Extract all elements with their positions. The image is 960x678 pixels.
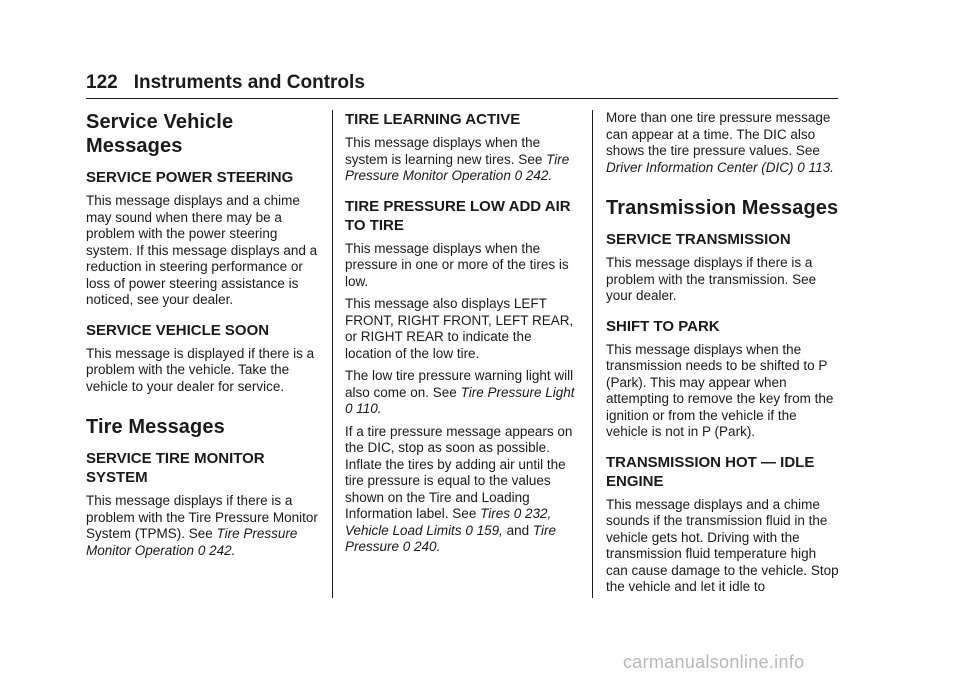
heading-service-power-steering: SERVICE POWER STEERING xyxy=(86,169,294,186)
heading-transmission-hot: TRANSMISSION HOT — IDLE ENGINE xyxy=(606,453,815,490)
section-title: Instruments and Controls xyxy=(133,72,365,93)
text-more-than-one: More than one tire pressure message can appear at a time. The DIC also shows the tire pressure values. See Driver Information Center (DIC) 0 113. xyxy=(606,110,834,175)
text-shift-to-park: This message displays when the transmission needs to be shifted to P (Park). This may appear when attempting to remove the key from the ignition or from the vehicle if the vehicle is not in P (Park). xyxy=(606,341,834,439)
column-divider-1 xyxy=(332,110,333,598)
heading-transmission-messages: Transmission Messages xyxy=(606,197,839,219)
heading-shift-to-park: SHIFT TO PARK xyxy=(606,317,720,335)
link-driver-information-center[interactable]: Driver Information Center (DIC) xyxy=(606,159,794,175)
text-transmission-hot: This message displays and a chime sounds if the transmission fluid in the vehicle gets hot. Driving with the transmission fluid temperature high can cause damage to the vehicle. Stop the vehicle and let it idle to xyxy=(606,496,839,594)
link-tire-pressure-monitor-operation[interactable]: Tire Pressure Monitor Operation xyxy=(86,526,298,558)
column-3 xyxy=(606,110,840,602)
heading-tire-pressure-low: TIRE PRESSURE LOW ADD AIR TO TIRE xyxy=(345,197,571,234)
column-1 xyxy=(86,110,321,565)
link-tire-pressure-light[interactable]: Tire Pressure Light xyxy=(460,384,575,400)
link-tire-pressure-monitor-operation[interactable]: Tire Pressure Monitor Operation xyxy=(345,151,570,183)
heading-service-vehicle-messages: Service Vehicle Messages xyxy=(86,111,234,157)
link-vehicle-load-limits[interactable]: Vehicle Load Limits xyxy=(345,522,462,538)
text-tire-monitor: This message displays if there is a problem with the Tire Pressure Monitor System (TPMS). See Tire Pressure Monitor Operation 0 242. xyxy=(86,493,318,558)
heading-service-tire-monitor: SERVICE TIRE MONITOR SYSTEM xyxy=(86,450,265,486)
heading-tire-messages: Tire Messages xyxy=(86,416,225,438)
text-power-steering: This message displays and a chime may sound when there may be a problem with the power steering system. If this message displays and a reduction in steering performance or loss of power steering assistance is noticed, see your dealer. xyxy=(86,193,318,307)
text-low-2: This message also displays LEFT FRONT, RIGHT FRONT, LEFT REAR, or RIGHT REAR to indicate the location of the low tire. xyxy=(345,296,574,361)
page-number: 122 xyxy=(86,72,118,93)
heading-tire-learning-active: TIRE LEARNING ACTIVE xyxy=(345,111,521,128)
text-tire-learning: This message displays when the system is learning new tires. See Tire Pressure Monitor Operation 0 242. xyxy=(345,135,570,183)
text-low-3: The low tire pressure warning light will also come on. See Tire Pressure Light 0 110. xyxy=(345,368,575,416)
link-tires[interactable]: Tires xyxy=(480,506,510,521)
text-low-4: If a tire pressure message appears on the DIC, stop as soon as possible. Inflate the tires by adding air until the tire pressure is equal to the values shown on the Tire and Loading Information label. See Tires 0 232, Vehicle Load Limits 0 159, and Tire Pressure 0 240. xyxy=(345,423,573,554)
column-divider-2 xyxy=(592,110,593,598)
heading-service-vehicle-soon: SERVICE VEHICLE SOON xyxy=(86,321,270,339)
text-vehicle-soon: This message is displayed if there is a problem with the vehicle. Take the vehicle to your dealer for service. xyxy=(86,345,315,394)
link-tire-pressure[interactable]: Tire Pressure xyxy=(345,522,557,554)
page-header xyxy=(86,72,365,94)
column-2 xyxy=(345,110,577,562)
watermark: carmanualsonline.info xyxy=(623,652,805,672)
text-service-transmission: This message displays if there is a problem with the transmission. See your dealer. xyxy=(606,255,817,303)
heading-service-transmission: SERVICE TRANSMISSION xyxy=(606,231,791,248)
text-low-1: This message displays when the pressure in one or more of the tires is low. xyxy=(345,240,569,289)
header-rule xyxy=(86,98,838,99)
